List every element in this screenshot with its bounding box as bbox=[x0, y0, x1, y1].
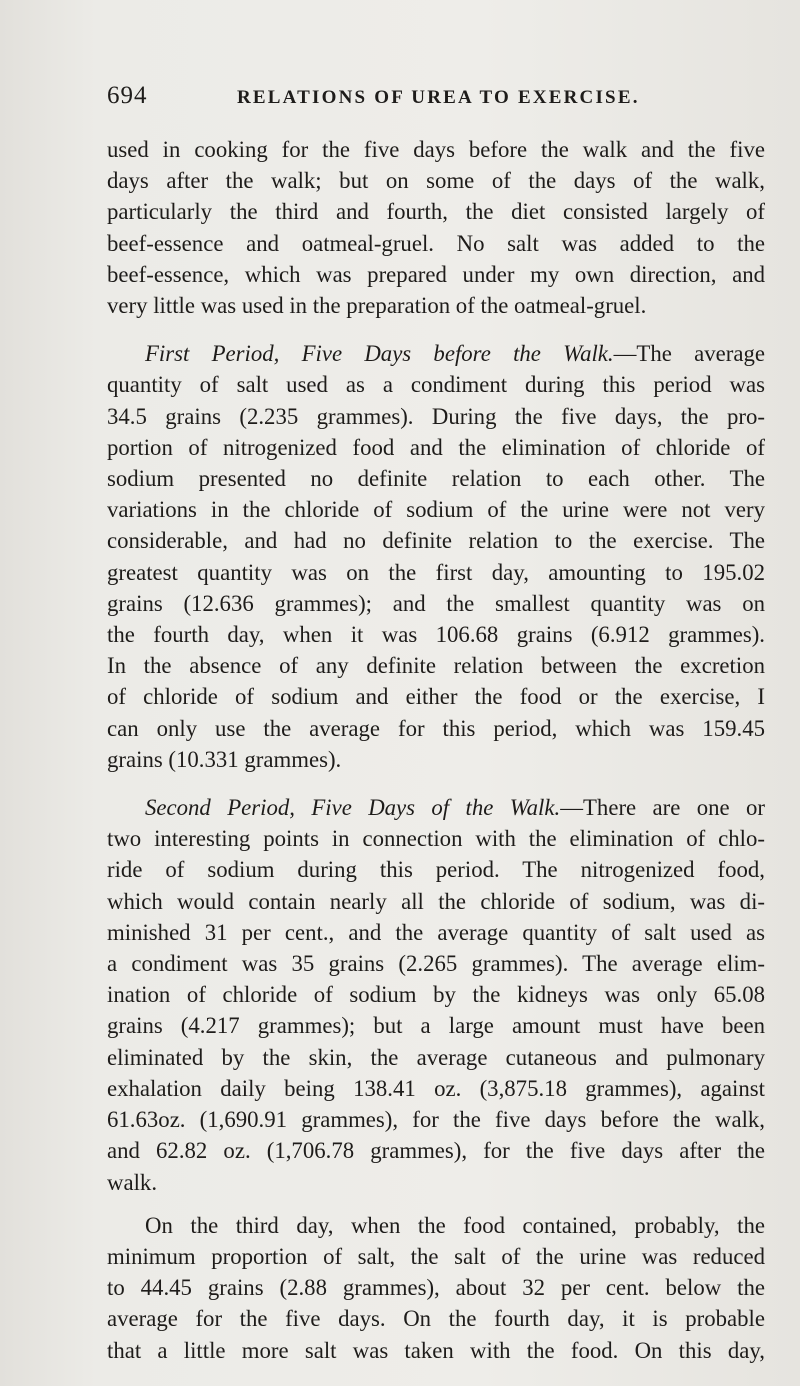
text-line: to 44.45 grains (2.88 grammes), about 32 per cent. below the bbox=[107, 1275, 765, 1301]
text-line: grains (10.331 grammes). bbox=[107, 746, 342, 772]
text-line: walk. bbox=[107, 1169, 158, 1195]
text-line: —The average bbox=[613, 341, 765, 367]
text-line: 61.63oz. (1,690.91 grammes), for the five days before the walk, bbox=[107, 1107, 765, 1133]
text-line: considerable, and had no definite relation to the exercise. The bbox=[107, 528, 765, 554]
text-line: days after the walk; but on some of the days of the walk, bbox=[107, 168, 765, 194]
text-line: ride of sodium during this period. The nitrogenized food, bbox=[107, 857, 765, 883]
text-line: average for the five days. On the fourth day, it is probable bbox=[107, 1306, 765, 1332]
text-line: beef-essence, which was prepared under my own direction, and bbox=[107, 261, 765, 287]
text-line: portion of nitrogenized food and the elimination of chloride of bbox=[107, 434, 765, 460]
text-line: grains (12.636 grammes); and the smallest quantity was on bbox=[107, 590, 765, 616]
text-line: particularly the third and fourth, the diet consisted largely of bbox=[107, 199, 765, 225]
text-line: very little was used in the preparation of the oatmeal-gruel. bbox=[107, 293, 647, 319]
paragraph-second-period bbox=[107, 792, 765, 1198]
text-line: beef-essence and oatmeal-gruel. No salt was added to the bbox=[107, 230, 765, 256]
text-line: used in cooking for the five days before the walk and the five bbox=[107, 137, 765, 162]
section-heading-first-period: First Period, Five Days before the Walk. bbox=[145, 341, 614, 367]
text-line-with-heading bbox=[107, 792, 765, 823]
text-line: eliminated by the skin, the average cutaneous and pulmonary bbox=[107, 1044, 765, 1070]
running-head: RELATIONS OF UREA TO EXERCISE. bbox=[237, 87, 640, 108]
text-line: which would contain nearly all the chloride of sodium, was di- bbox=[107, 888, 765, 914]
text-line: exhalation daily being 138.41 oz. (3,875.18 grammes), against bbox=[107, 1075, 765, 1101]
paragraph-first-period bbox=[107, 338, 765, 775]
text-line: minished 31 per cent., and the average quantity of salt used as bbox=[107, 919, 765, 945]
text-line: On the third day, when the food contained, probably, the bbox=[145, 1212, 765, 1238]
text-line: variations in the chloride of sodium of the urine were not very bbox=[107, 497, 765, 523]
text-line-with-heading bbox=[107, 338, 765, 369]
text-line: can only use the average for this period, which was 159.45 bbox=[107, 715, 765, 741]
text-line: and 62.82 oz. (1,706.78 grammes), for the five days after the bbox=[107, 1138, 765, 1164]
text-line: that a little more salt was taken with the food. On this day, bbox=[107, 1337, 765, 1363]
section-heading-second-period: Second Period, Five Days of the Walk. bbox=[145, 795, 561, 821]
paragraph-third-day bbox=[107, 1210, 765, 1366]
text-line: sodium presented no definite relation to each other. The bbox=[107, 466, 765, 492]
text-line: In the absence of any definite relation between the excretion bbox=[107, 653, 765, 679]
text-line: a condiment was 35 grains (2.265 grammes). The average elim- bbox=[107, 951, 765, 977]
text-line: two interesting points in connection with the elimination of chlo- bbox=[107, 826, 765, 852]
text-line: greatest quantity was on the first day, amounting to 195.02 bbox=[107, 559, 765, 585]
text-line: the fourth day, when it was 106.68 grains (6.912 grammes). bbox=[107, 622, 765, 648]
page-header bbox=[107, 82, 757, 118]
text-line: of chloride of sodium and either the food or the exercise, I bbox=[107, 684, 765, 710]
text-line: grains (4.217 grammes); but a large amount must have been bbox=[107, 1013, 765, 1039]
text-line: minimum proportion of salt, the salt of the urine was reduced bbox=[107, 1243, 765, 1269]
text-line: quantity of salt used as a condiment during this period was bbox=[107, 372, 765, 398]
text-line: 34.5 grains (2.235 grammes). During the five days, the pro- bbox=[107, 403, 765, 429]
text-line: ination of chloride of sodium by the kidneys was only 65.08 bbox=[107, 982, 765, 1008]
body-text bbox=[107, 134, 765, 1366]
page-number: 694 bbox=[107, 82, 148, 109]
text-line: —There are one or bbox=[560, 795, 766, 821]
paragraph-diet-continuation bbox=[107, 134, 765, 321]
